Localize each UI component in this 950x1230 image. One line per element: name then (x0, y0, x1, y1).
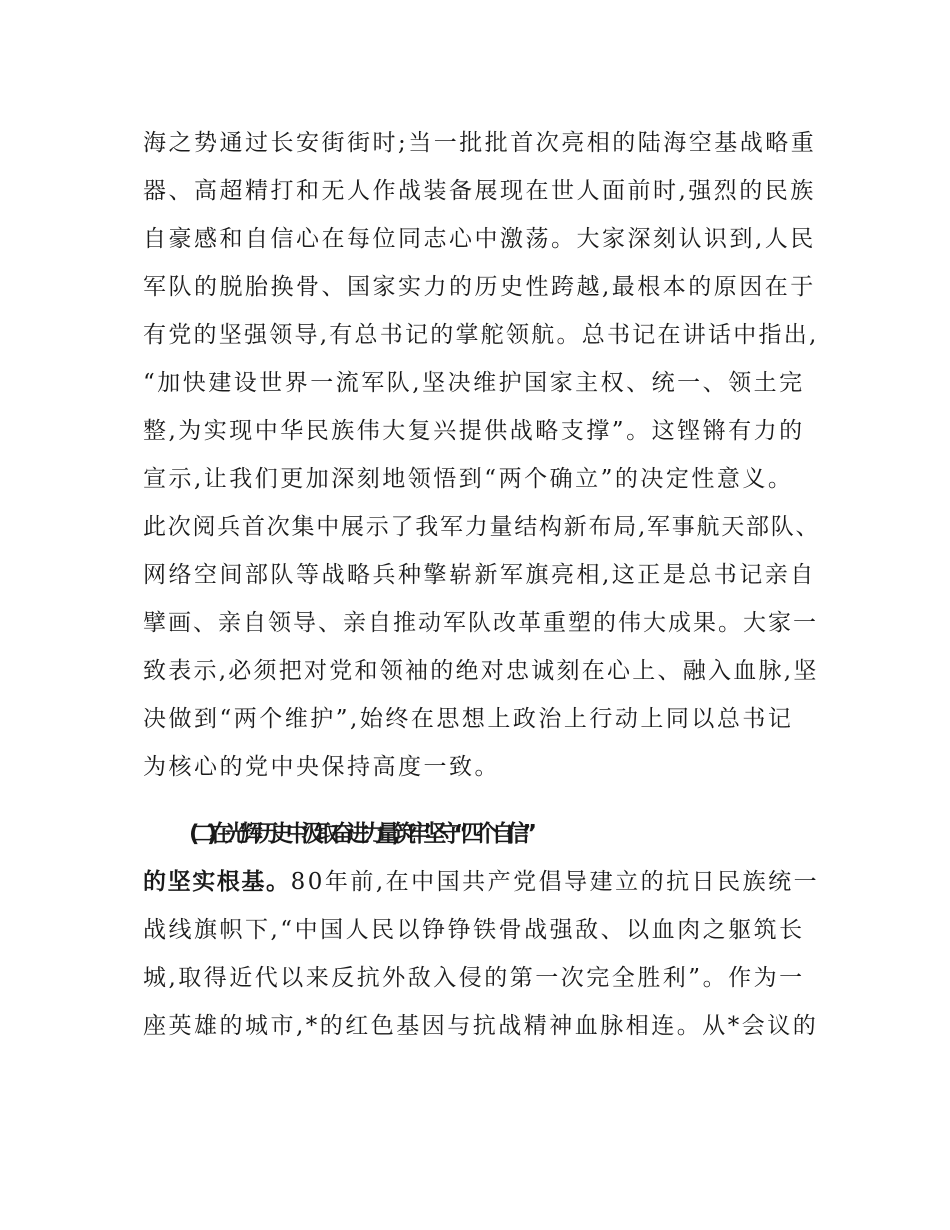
text-line: 城,取得近代以来反抗外敌入侵的第一次完全胜利”。作为一 (143, 965, 805, 991)
section-heading: (二)在光辉历史中汲取奋进力量,筑牢坚守“四个自信” (189, 821, 530, 847)
text-line: 宣示,让我们更加深刻地领悟到“两个确立”的决定性意义。 (143, 466, 794, 492)
text-line: 有党的坚强领导,有总书记的掌舵领航。总书记在讲话中指出, (143, 322, 819, 348)
text-line (143, 862, 823, 902)
text-line: “加快建设世界一流军队,坚决维护国家主权、统一、领土完 (143, 370, 805, 396)
text-line: 座英雄的城市,*的红色基因与抗战精神血脉相连。从*会议的 (143, 1013, 819, 1039)
text-line: 军队的脱胎换骨、国家实力的历史性跨越,最根本的原因在于 (143, 274, 816, 300)
text-line: 网络空间部队等战略兵种擎崭新军旗亮相,这正是总书记亲自 (143, 562, 816, 588)
text-run: 80年前,在中国共产党倡导建立的抗日民族统一 (290, 869, 820, 895)
section-heading-line (189, 814, 869, 854)
text-line: 自豪感和自信心在每位同志心中激荡。大家深刻认识到,人民 (143, 226, 816, 252)
text-line: 致表示,必须把对党和领袖的绝对忠诚刻在心上、融入血脉,坚 (143, 658, 819, 684)
text-line: 整,为实现中华民族伟大复兴提供战略支撑”。这铿锵有力的 (143, 418, 805, 444)
text-line: 战线旗帜下,“中国人民以铮铮铁骨战强敌、以血肉之躯筑长 (143, 917, 805, 943)
text-line: 此次阅兵首次集中展示了我军力量结构新布局,军事航天部队、 (143, 514, 821, 540)
section-heading-end: 的坚实根基。 (143, 869, 291, 895)
text-line: 决做到“两个维护”,始终在思想上政治上行动上同以总书记 (143, 706, 794, 732)
text-line: 擘画、亲自领导、亲自推动军队改革重塑的伟大成果。大家一 (143, 610, 818, 636)
text-line: 器、高超精打和无人作战装备展现在世人面前时,强烈的民族 (143, 178, 816, 204)
text-line: 海之势通过长安街街时;当一批批首次亮相的陆海空基战略重 (143, 130, 817, 156)
text-line: 为核心的党中央保持高度一致。 (143, 754, 500, 780)
